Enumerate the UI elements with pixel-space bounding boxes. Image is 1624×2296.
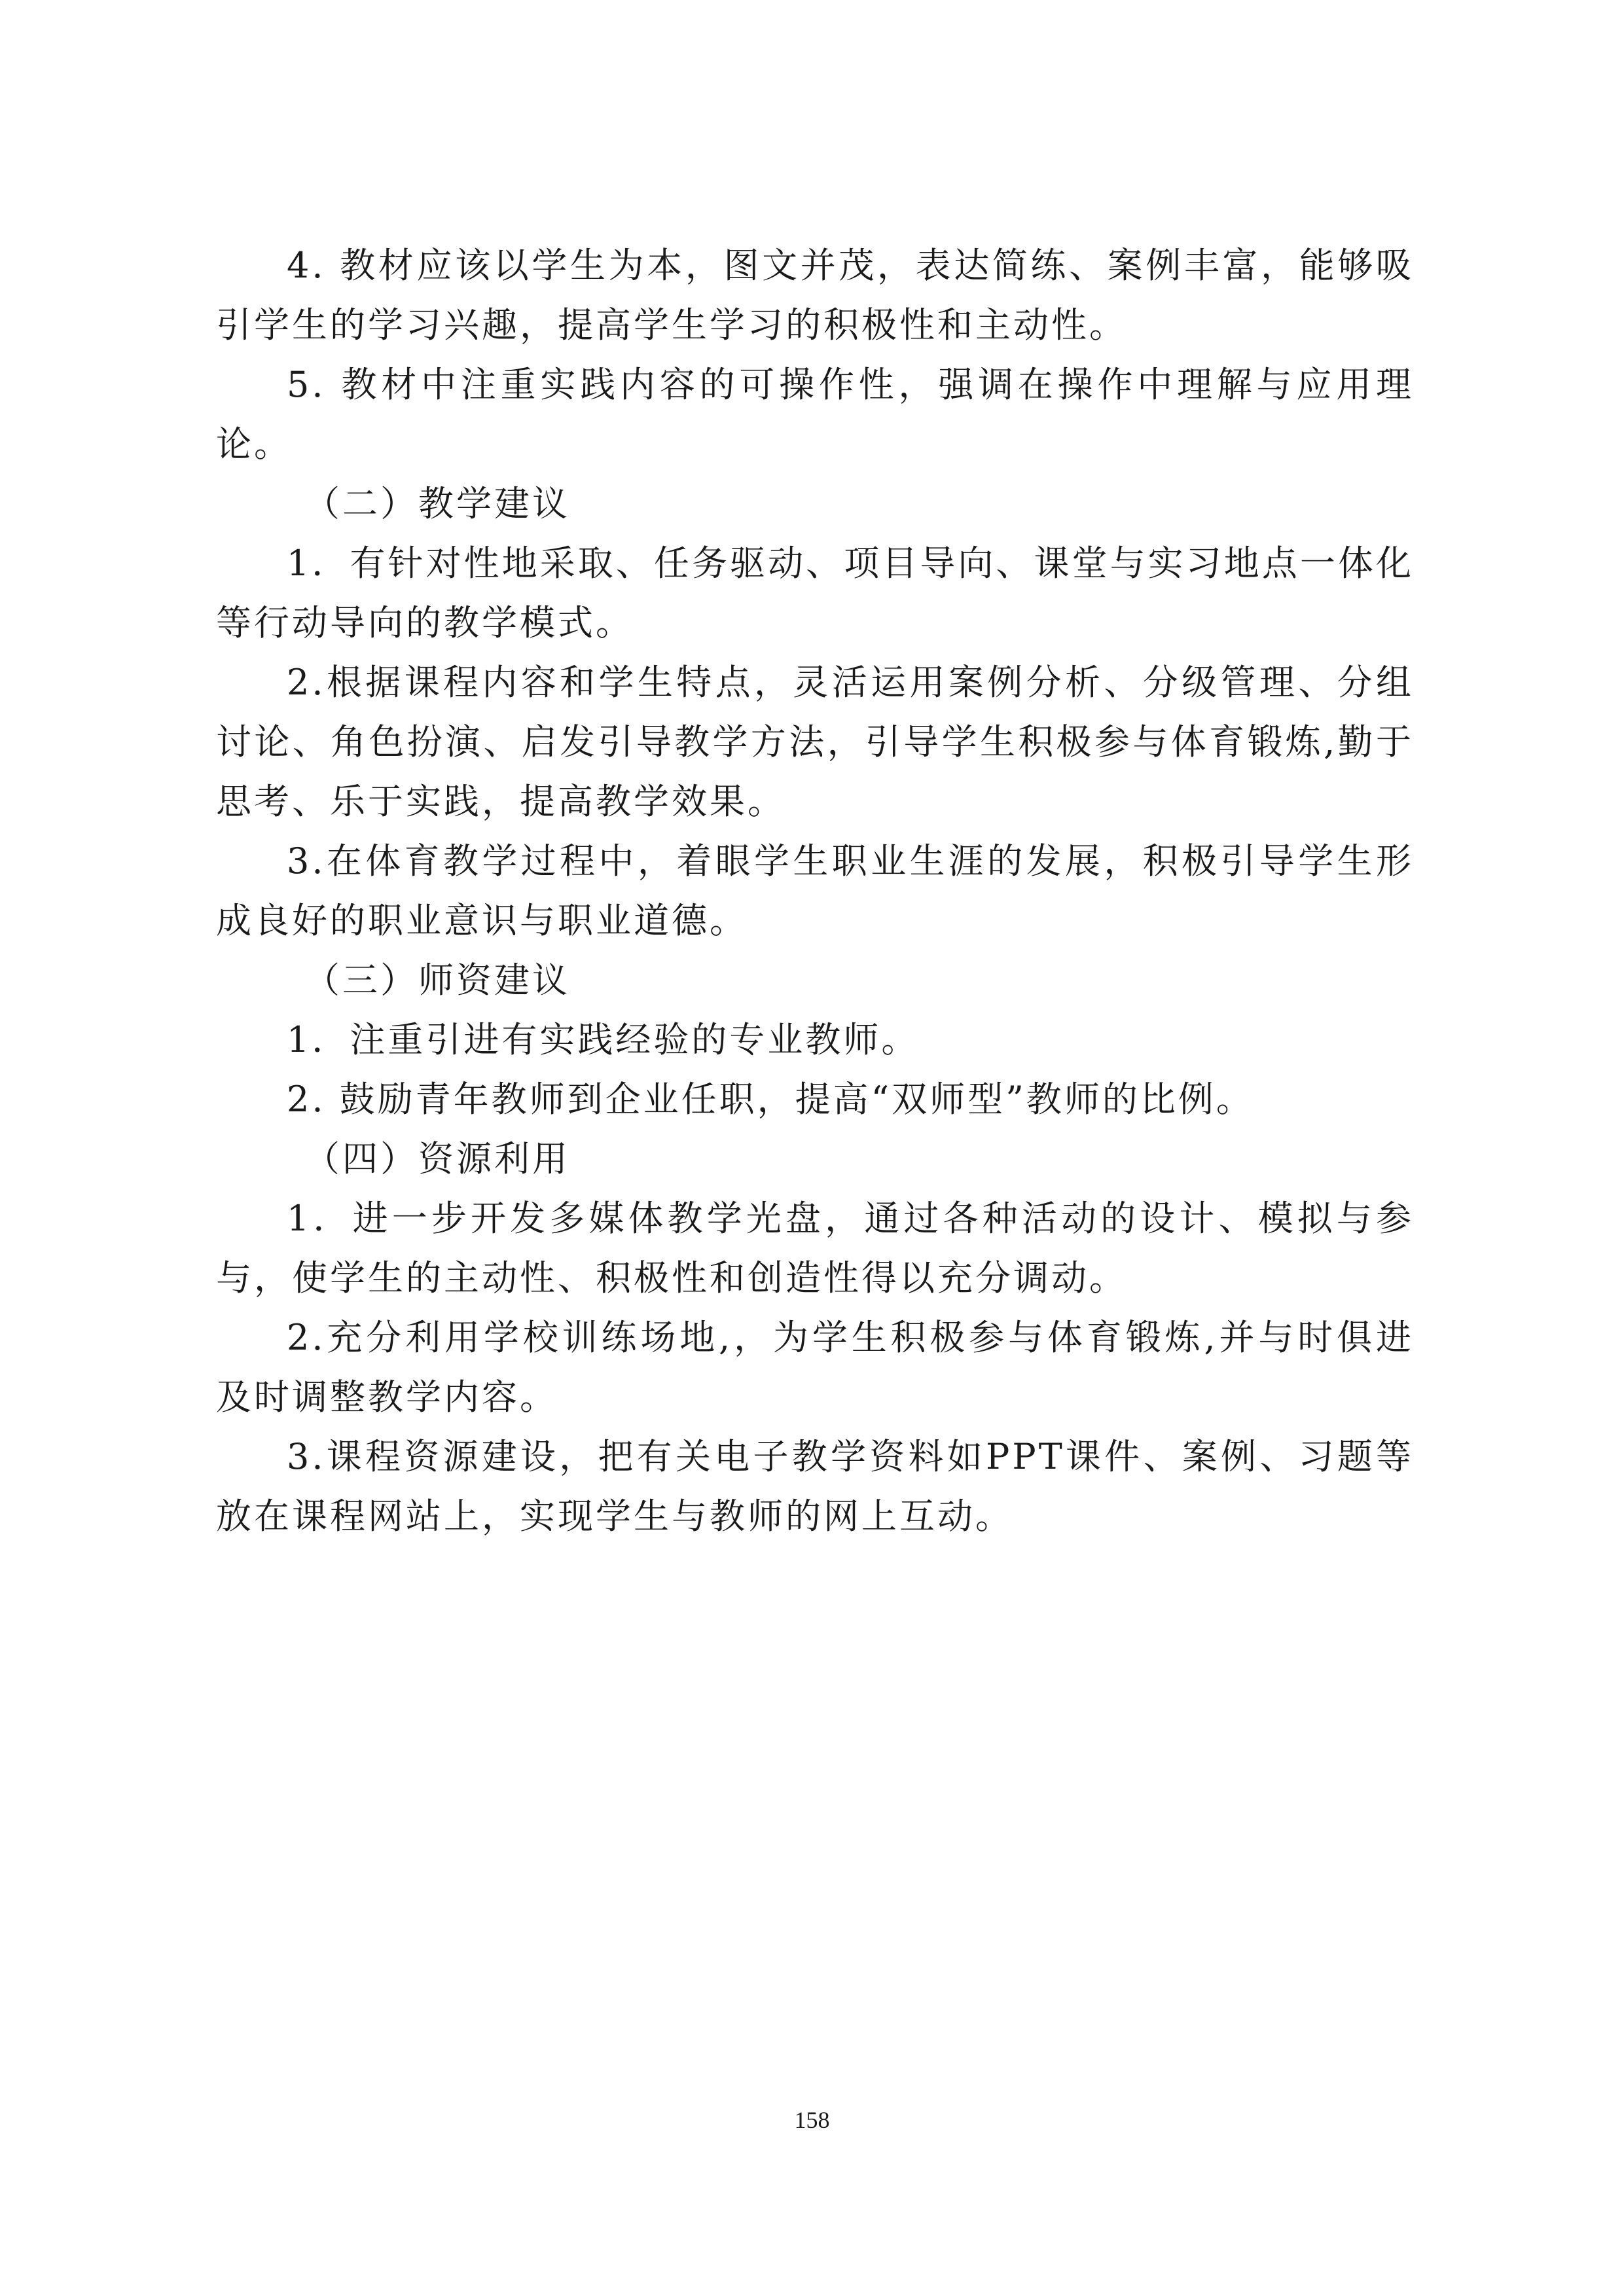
paragraph-resources-1: 1．进一步开发多媒体教学光盘，通过各种活动的设计、模拟与参与，使学生的主动性、积极性和创造性得以充分调动。 (216, 1198, 1414, 1299)
paragraph-faculty-1: 1．注重引进有实践经验的专业教师。 (287, 1019, 920, 1060)
paragraph-resources-2: 2.充分利用学校训练场地,，为学生积极参与体育锻炼,并与时俱进及时调整教学内容。 (216, 1317, 1414, 1418)
paragraph-textbook-5: 5. 教材中注重实践内容的可操作性，强调在操作中理解与应用理论。 (216, 364, 1414, 465)
paragraph-textbook-4: 4. 教材应该以学生为本，图文并茂，表达简练、案例丰富，能够吸引学生的学习兴趣，提高学生学习的积极性和主动性。 (216, 245, 1414, 346)
paragraph-faculty-2: 2. 鼓励青年教师到企业任职，提高“双师型”教师的比例。 (287, 1079, 1254, 1120)
paragraph-teaching-2: 2.根据课程内容和学生特点，灵活运用案例分析、分级管理、分组讨论、角色扮演、启发引导教学方法，引导学生积极参与体育锻炼,勤于思考、乐于实践，提高教学效果。 (216, 662, 1414, 822)
section-heading-teaching: （二）教学建议 (304, 483, 570, 524)
paragraph-resources-3: 3.课程资源建设，把有关电子教学资料如PPT课件、案例、习题等放在课程网站上，实现学生与教师的网上互动。 (216, 1436, 1414, 1537)
section-heading-faculty: （三）师资建议 (304, 960, 570, 1001)
document-body (216, 236, 1414, 1546)
paragraph-teaching-1: 1．有针对性地采取、任务驱动、项目导向、课堂与实习地点一体化等行动导向的教学模式。 (216, 543, 1414, 643)
page-number: 158 (794, 2107, 830, 2133)
paragraph-teaching-3: 3.在体育教学过程中，着眼学生职业生涯的发展，积极引导学生形成良好的职业意识与职业道德。 (216, 840, 1414, 941)
section-heading-resources: （四）资源利用 (304, 1138, 570, 1179)
